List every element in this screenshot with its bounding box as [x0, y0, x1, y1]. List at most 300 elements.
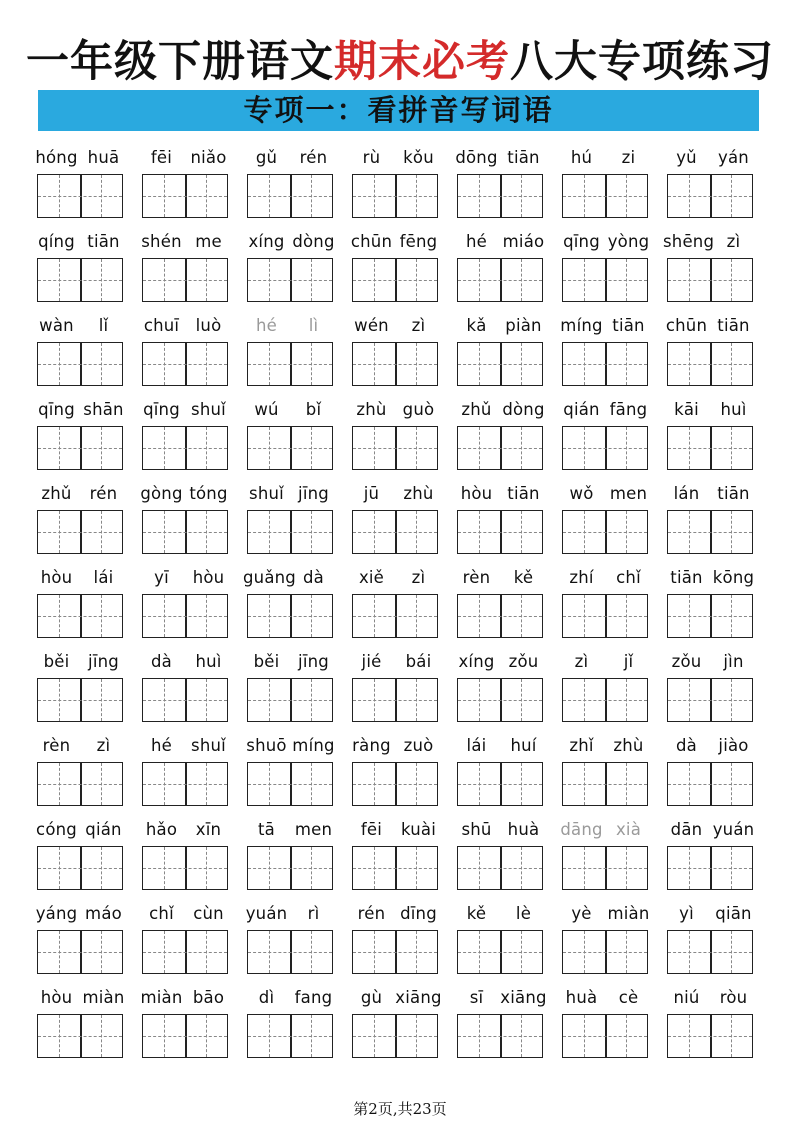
- writing-box-pair[interactable]: [142, 762, 228, 806]
- writing-box-pair[interactable]: [562, 426, 648, 470]
- writing-box-pair[interactable]: [247, 930, 333, 974]
- writing-box-pair[interactable]: [247, 1014, 333, 1058]
- pinyin-label: [33, 736, 127, 758]
- writing-box-pair[interactable]: [352, 594, 438, 638]
- writing-box-pair[interactable]: [562, 594, 648, 638]
- pinyin-syllable: xià: [615, 820, 642, 839]
- writing-box-pair[interactable]: [247, 342, 333, 386]
- pinyin-label: [138, 820, 232, 842]
- guide-line-horizontal: [248, 952, 332, 953]
- writing-box-pair[interactable]: [352, 258, 438, 302]
- pinyin-label: [663, 568, 757, 590]
- pinyin-syllable: kǒu: [403, 148, 434, 167]
- pinyin-syllable: huì: [195, 652, 222, 671]
- pinyin-syllable: shuǐ: [191, 400, 226, 419]
- pinyin-syllable: běi: [253, 652, 280, 671]
- guide-line-horizontal: [563, 280, 647, 281]
- guide-line-horizontal: [143, 364, 227, 365]
- guide-line-horizontal: [38, 280, 122, 281]
- pinyin-label: [348, 652, 442, 674]
- guide-line-horizontal: [143, 532, 227, 533]
- word-cell: [142, 988, 228, 1058]
- writing-box-pair[interactable]: [562, 930, 648, 974]
- pinyin-label: [33, 232, 127, 254]
- pinyin-label: [243, 568, 337, 590]
- writing-box-pair[interactable]: [37, 594, 123, 638]
- writing-box-pair[interactable]: [247, 426, 333, 470]
- guide-line-horizontal: [353, 700, 437, 701]
- writing-box-pair[interactable]: [667, 1014, 753, 1058]
- word-cell: [667, 820, 753, 890]
- writing-box-pair[interactable]: [457, 258, 543, 302]
- writing-box-pair[interactable]: [142, 594, 228, 638]
- writing-box-pair[interactable]: [667, 174, 753, 218]
- guide-line-horizontal: [143, 616, 227, 617]
- pinyin-label: [453, 316, 547, 338]
- pinyin-label: [348, 484, 442, 506]
- writing-box-pair[interactable]: [667, 342, 753, 386]
- pinyin-syllable: shuǐ: [249, 484, 284, 503]
- pinyin-label: [348, 148, 442, 170]
- pinyin-syllable: zì: [574, 652, 589, 671]
- writing-box-pair[interactable]: [37, 762, 123, 806]
- pinyin-label: [33, 988, 127, 1010]
- pinyin-label: [243, 652, 337, 674]
- writing-box-pair[interactable]: [352, 510, 438, 554]
- pinyin-syllable: men: [609, 484, 648, 503]
- pinyin-syllable: míng: [560, 316, 603, 335]
- pinyin-label: [348, 232, 442, 254]
- pinyin-syllable: rì: [307, 904, 320, 923]
- pinyin-syllable: zì: [411, 568, 426, 587]
- pinyin-syllable: huà: [507, 820, 540, 839]
- writing-box-pair[interactable]: [142, 930, 228, 974]
- pinyin-syllable: hǎo: [145, 820, 178, 839]
- word-cell: [247, 904, 333, 974]
- writing-box-pair[interactable]: [247, 510, 333, 554]
- writing-box-pair[interactable]: [352, 426, 438, 470]
- writing-box-pair[interactable]: [247, 594, 333, 638]
- pinyin-syllable: niǎo: [190, 148, 227, 167]
- word-cell: [142, 568, 228, 638]
- writing-box-pair[interactable]: [457, 426, 543, 470]
- pinyin-label: [33, 400, 127, 422]
- guide-line-horizontal: [458, 364, 542, 365]
- writing-box-pair[interactable]: [667, 930, 753, 974]
- pinyin-syllable: huì: [720, 400, 747, 419]
- guide-line-horizontal: [668, 700, 752, 701]
- pinyin-syllable: kě: [513, 568, 534, 587]
- guide-line-horizontal: [563, 616, 647, 617]
- writing-box-pair[interactable]: [352, 762, 438, 806]
- guide-line-horizontal: [668, 364, 752, 365]
- pinyin-label: [138, 148, 232, 170]
- pinyin-label: [453, 232, 547, 254]
- pinyin-syllable: shuǐ: [191, 736, 226, 755]
- word-cell: [247, 988, 333, 1058]
- writing-box-pair[interactable]: [37, 258, 123, 302]
- writing-box-pair[interactable]: [247, 846, 333, 890]
- pinyin-label: [663, 820, 757, 842]
- pinyin-label: [453, 568, 547, 590]
- writing-box-pair[interactable]: [352, 1014, 438, 1058]
- pinyin-syllable: hòu: [460, 484, 493, 503]
- pinyin-label: [138, 232, 232, 254]
- writing-box-pair[interactable]: [562, 678, 648, 722]
- pinyin-label: [663, 652, 757, 674]
- pinyin-syllable: hòu: [192, 568, 225, 587]
- guide-line-horizontal: [248, 616, 332, 617]
- word-cell: [352, 400, 438, 470]
- writing-box-pair[interactable]: [352, 678, 438, 722]
- title-highlight: 期末必考: [334, 37, 510, 87]
- guide-line-horizontal: [353, 952, 437, 953]
- pinyin-syllable: jìn: [723, 652, 744, 671]
- guide-line-horizontal: [563, 364, 647, 365]
- guide-line-horizontal: [143, 868, 227, 869]
- guide-line-horizontal: [458, 784, 542, 785]
- pinyin-label: [348, 400, 442, 422]
- guide-line-horizontal: [353, 868, 437, 869]
- writing-box-pair[interactable]: [667, 594, 753, 638]
- pinyin-syllable: fēi: [150, 148, 173, 167]
- pinyin-syllable: hòu: [40, 988, 73, 1007]
- pinyin-syllable: qīng: [563, 232, 600, 251]
- word-cell: [247, 484, 333, 554]
- writing-box-pair[interactable]: [352, 342, 438, 386]
- pinyin-syllable: ròu: [719, 988, 748, 1007]
- pinyin-syllable: bái: [405, 652, 432, 671]
- word-cell: [247, 400, 333, 470]
- pinyin-label: [243, 736, 337, 758]
- guide-line-horizontal: [143, 952, 227, 953]
- word-cell: [37, 232, 123, 302]
- writing-box-pair[interactable]: [37, 510, 123, 554]
- pinyin-syllable: huā: [87, 148, 120, 167]
- pinyin-syllable: dāng: [560, 820, 603, 839]
- pinyin-syllable: hé: [465, 232, 487, 251]
- writing-box-pair[interactable]: [142, 846, 228, 890]
- writing-box-pair[interactable]: [562, 510, 648, 554]
- word-cell: [457, 400, 543, 470]
- pinyin-label: [663, 736, 757, 758]
- pinyin-syllable: rén: [89, 484, 118, 503]
- word-cell: [667, 988, 753, 1058]
- word-cell: [562, 988, 648, 1058]
- guide-line-horizontal: [668, 868, 752, 869]
- pinyin-syllable: tiān: [612, 316, 645, 335]
- pinyin-label: [453, 736, 547, 758]
- word-cell: [667, 148, 753, 218]
- pinyin-syllable: zì: [726, 232, 741, 251]
- pinyin-syllable: lǐ: [98, 316, 109, 335]
- pinyin-label: [138, 652, 232, 674]
- word-cell: [562, 316, 648, 386]
- word-cell: [562, 652, 648, 722]
- pinyin-syllable: yuán: [245, 904, 288, 923]
- pinyin-syllable: jīng: [88, 652, 119, 671]
- pinyin-syllable: xiāng: [395, 988, 442, 1007]
- word-cell: [142, 820, 228, 890]
- pinyin-syllable: gòng: [140, 484, 183, 503]
- writing-box-pair[interactable]: [352, 846, 438, 890]
- writing-box-pair[interactable]: [562, 342, 648, 386]
- word-cell: [247, 652, 333, 722]
- writing-box-pair[interactable]: [142, 174, 228, 218]
- pinyin-label: [138, 568, 232, 590]
- word-cell: [667, 904, 753, 974]
- pinyin-label: [663, 400, 757, 422]
- pinyin-syllable: yuán: [712, 820, 755, 839]
- pinyin-label: [663, 316, 757, 338]
- writing-box-pair[interactable]: [142, 678, 228, 722]
- pinyin-syllable: kāi: [674, 400, 699, 419]
- pinyin-syllable: xiāng: [500, 988, 547, 1007]
- pinyin-syllable: qīng: [38, 400, 75, 419]
- pinyin-syllable: piàn: [505, 316, 542, 335]
- word-cell: [352, 148, 438, 218]
- pinyin-syllable: rén: [299, 148, 328, 167]
- pinyin-syllable: yī: [154, 568, 169, 587]
- pinyin-syllable: miáo: [502, 232, 545, 251]
- word-cell: [562, 400, 648, 470]
- guide-line-horizontal: [668, 1036, 752, 1037]
- writing-box-pair[interactable]: [457, 1014, 543, 1058]
- guide-line-horizontal: [668, 532, 752, 533]
- pinyin-syllable: shén: [141, 232, 182, 251]
- pinyin-syllable: niú: [673, 988, 700, 1007]
- word-cell: [247, 232, 333, 302]
- pinyin-syllable: ràng: [352, 736, 391, 755]
- guide-line-horizontal: [458, 952, 542, 953]
- pinyin-syllable: tiān: [670, 568, 703, 587]
- pinyin-label: [33, 820, 127, 842]
- pinyin-syllable: wén: [354, 316, 389, 335]
- pinyin-syllable: dà: [151, 652, 172, 671]
- pinyin-syllable: shēng: [663, 232, 715, 251]
- word-cell: [37, 316, 123, 386]
- guide-line-horizontal: [353, 364, 437, 365]
- writing-box-pair[interactable]: [457, 174, 543, 218]
- writing-box-pair[interactable]: [562, 258, 648, 302]
- writing-box-pair[interactable]: [247, 762, 333, 806]
- pinyin-label: [558, 988, 652, 1010]
- pinyin-syllable: zì: [411, 316, 426, 335]
- word-cell: [352, 232, 438, 302]
- pinyin-syllable: zǒu: [671, 652, 702, 671]
- pinyin-syllable: zhù: [613, 736, 644, 755]
- guide-line-horizontal: [143, 700, 227, 701]
- writing-box-pair[interactable]: [667, 258, 753, 302]
- writing-box-pair[interactable]: [457, 762, 543, 806]
- guide-line-horizontal: [38, 784, 122, 785]
- guide-line-horizontal: [668, 616, 752, 617]
- guide-line-horizontal: [668, 952, 752, 953]
- pinyin-syllable: tiān: [717, 316, 750, 335]
- writing-box-pair[interactable]: [457, 342, 543, 386]
- writing-box-pair[interactable]: [142, 258, 228, 302]
- writing-box-pair[interactable]: [457, 930, 543, 974]
- writing-box-pair[interactable]: [562, 174, 648, 218]
- pinyin-label: [453, 904, 547, 926]
- pinyin-syllable: hòu: [40, 568, 73, 587]
- writing-box-pair[interactable]: [667, 846, 753, 890]
- pinyin-syllable: bāo: [192, 988, 225, 1007]
- writing-box-pair[interactable]: [37, 342, 123, 386]
- writing-box-pair[interactable]: [247, 678, 333, 722]
- guide-line-horizontal: [38, 448, 122, 449]
- pinyin-syllable: xīn: [195, 820, 222, 839]
- writing-box-pair[interactable]: [667, 678, 753, 722]
- word-cell: [352, 484, 438, 554]
- title-part2: 八大专项练习: [510, 37, 774, 87]
- guide-line-horizontal: [38, 616, 122, 617]
- pinyin-syllable: rèn: [462, 568, 491, 587]
- writing-box-pair[interactable]: [457, 594, 543, 638]
- pinyin-syllable: kǎ: [466, 316, 487, 335]
- pinyin-label: [558, 400, 652, 422]
- writing-box-pair[interactable]: [142, 1014, 228, 1058]
- pinyin-syllable: chǐ: [149, 904, 174, 923]
- guide-line-horizontal: [458, 616, 542, 617]
- pinyin-syllable: qiān: [715, 904, 752, 923]
- writing-box-pair[interactable]: [667, 762, 753, 806]
- pinyin-syllable: tiān: [507, 484, 540, 503]
- pinyin-syllable: miàn: [82, 988, 125, 1007]
- word-cell: [247, 316, 333, 386]
- writing-box-pair[interactable]: [667, 426, 753, 470]
- page-footer: 第2页,共23页: [353, 1100, 447, 1118]
- writing-box-pair[interactable]: [352, 174, 438, 218]
- writing-box-pair[interactable]: [457, 846, 543, 890]
- writing-box-pair[interactable]: [37, 426, 123, 470]
- word-cell: [37, 820, 123, 890]
- writing-box-pair[interactable]: [457, 678, 543, 722]
- guide-line-horizontal: [353, 616, 437, 617]
- pinyin-label: [243, 988, 337, 1010]
- guide-line-horizontal: [38, 700, 122, 701]
- guide-line-horizontal: [563, 532, 647, 533]
- pinyin-syllable: zhǐ: [569, 736, 594, 755]
- writing-box-pair[interactable]: [37, 174, 123, 218]
- pinyin-label: [453, 400, 547, 422]
- word-cell: [562, 148, 648, 218]
- word-cell: [37, 484, 123, 554]
- pinyin-syllable: bǐ: [305, 400, 322, 419]
- pinyin-label: [558, 820, 652, 842]
- pinyin-syllable: fāng: [609, 400, 648, 419]
- pinyin-label: [558, 232, 652, 254]
- pinyin-syllable: yáng: [35, 904, 78, 923]
- pinyin-label: [243, 820, 337, 842]
- guide-line-horizontal: [38, 196, 122, 197]
- writing-box-pair[interactable]: [457, 510, 543, 554]
- word-cell: [142, 316, 228, 386]
- guide-line-horizontal: [563, 448, 647, 449]
- guide-line-horizontal: [458, 196, 542, 197]
- guide-line-horizontal: [668, 280, 752, 281]
- writing-box-pair[interactable]: [142, 342, 228, 386]
- word-cell: [247, 820, 333, 890]
- writing-box-pair[interactable]: [352, 930, 438, 974]
- guide-line-horizontal: [143, 784, 227, 785]
- word-cell: [457, 232, 543, 302]
- pinyin-syllable: shān: [83, 400, 124, 419]
- writing-box-pair[interactable]: [37, 846, 123, 890]
- pinyin-syllable: yòng: [607, 232, 650, 251]
- pinyin-syllable: jǐ: [623, 652, 634, 671]
- pinyin-label: [33, 652, 127, 674]
- writing-box-pair[interactable]: [37, 1014, 123, 1058]
- writing-box-pair[interactable]: [142, 510, 228, 554]
- guide-line-horizontal: [248, 364, 332, 365]
- pinyin-syllable: dòng: [292, 232, 335, 251]
- writing-box-pair[interactable]: [247, 258, 333, 302]
- pinyin-label: [348, 316, 442, 338]
- pinyin-syllable: dōng: [455, 148, 498, 167]
- writing-box-pair[interactable]: [667, 510, 753, 554]
- pinyin-syllable: tiān: [87, 232, 120, 251]
- pinyin-label: [33, 904, 127, 926]
- writing-box-pair[interactable]: [37, 930, 123, 974]
- guide-line-horizontal: [248, 700, 332, 701]
- word-cell: [37, 652, 123, 722]
- word-cell: [667, 484, 753, 554]
- pinyin-label: [138, 736, 232, 758]
- pinyin-label: [453, 148, 547, 170]
- word-cell: [457, 988, 547, 1058]
- word-cell: [562, 568, 648, 638]
- guide-line-horizontal: [143, 196, 227, 197]
- word-cell: [667, 316, 753, 386]
- pinyin-syllable: xíng: [458, 652, 495, 671]
- word-cell: [352, 904, 438, 974]
- pinyin-syllable: dà: [676, 736, 697, 755]
- writing-box-pair[interactable]: [142, 426, 228, 470]
- pinyin-syllable: miàn: [140, 988, 183, 1007]
- pinyin-syllable: cùn: [193, 904, 224, 923]
- pinyin-syllable: wàn: [39, 316, 74, 335]
- pinyin-label: [243, 232, 337, 254]
- writing-box-pair[interactable]: [37, 678, 123, 722]
- pinyin-syllable: rèn: [42, 736, 71, 755]
- guide-line-horizontal: [353, 1036, 437, 1037]
- writing-box-pair[interactable]: [562, 846, 648, 890]
- pinyin-syllable: dà: [303, 568, 324, 587]
- writing-box-pair[interactable]: [562, 1014, 648, 1058]
- pinyin-label: [33, 484, 127, 506]
- guide-line-horizontal: [248, 868, 332, 869]
- pinyin-label: [348, 568, 442, 590]
- pinyin-label: [663, 232, 757, 254]
- guide-line-horizontal: [353, 784, 437, 785]
- word-cell: [457, 316, 543, 386]
- pinyin-syllable: lì: [308, 316, 319, 335]
- pinyin-label: [138, 484, 232, 506]
- guide-line-horizontal: [248, 448, 332, 449]
- guide-line-horizontal: [458, 280, 542, 281]
- guide-line-horizontal: [248, 784, 332, 785]
- writing-box-pair[interactable]: [562, 762, 648, 806]
- guide-line-horizontal: [143, 448, 227, 449]
- word-cell: [562, 232, 648, 302]
- pinyin-syllable: tā: [258, 820, 275, 839]
- guide-line-horizontal: [353, 532, 437, 533]
- pinyin-syllable: fēi: [360, 820, 383, 839]
- guide-line-horizontal: [38, 1036, 122, 1037]
- writing-box-pair[interactable]: [247, 174, 333, 218]
- pinyin-label: [663, 988, 757, 1010]
